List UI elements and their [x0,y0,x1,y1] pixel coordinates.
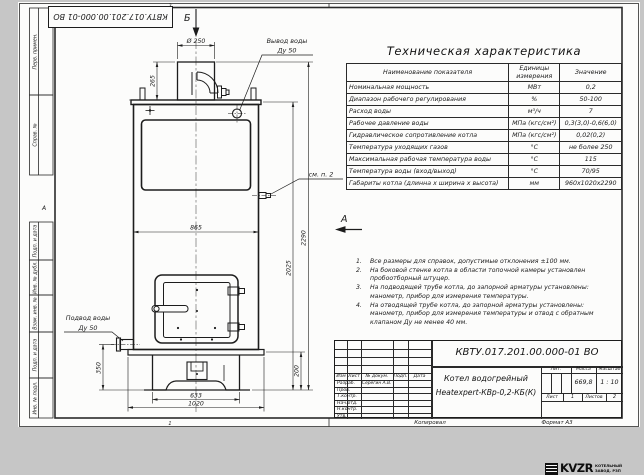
boiler-base [144,355,250,390]
table-row: Температура уходящих газов °С не более 250 [347,142,622,154]
svg-text:2290: 2290 [300,230,308,246]
grid-line [541,373,623,374]
role-approver: Утв. [337,413,347,419]
table-row: Рабочее давление воды МПа (кгс/см²) 0,3(3,0)-0,6(6,0) [347,118,622,130]
grid-line [335,357,431,358]
margin-graph-labels [33,33,39,414]
table-row: Диапазон рабочего регулирования % 50-100 [347,94,622,106]
outlet-label-1: Вывод воды [266,37,308,45]
drain-cross-marker [146,106,155,115]
role-ncontrol: Н.контр. [337,407,358,412]
note-item: 3. На подводящей трубе котла, до запорной арматуры установлены: манометр, прибор для измерения температуры. [356,284,589,300]
doc-number: КВТУ.017.201.00.000-01 ВО [455,347,599,358]
grid-line [335,413,431,414]
svg-text:265: 265 [149,75,157,87]
role-developer: Разраб. [337,381,356,386]
mass-label: Масса [576,367,591,372]
furnace-door [152,275,245,343]
svg-text:Инв. № дубл.: Инв. № дубл. [33,261,39,294]
view-b-arrow [184,9,199,37]
col-date: Дата [413,374,426,379]
top-stamp-number: КВТУ.017.201.00.000-01 ВО [53,12,168,21]
spec-header-unit: Единицы измерения [509,64,560,82]
developer-name: Серёгин А.В. [362,381,392,386]
svg-text:2025: 2025 [285,260,293,276]
view-a-arrow [335,214,362,233]
table-row: Габариты котла (длинна х ширина х высота) мм 960х1020х2290 [347,178,622,190]
table-row: Температура воды (вход/выход) °С 70/95 [347,166,622,178]
svg-text:Инв. № подл.: Инв. № подл. [33,381,39,415]
inlet-label-1: Подвод воды [65,314,111,322]
table-row: Гидравлическое сопротивление котла МПа (кгс/см²) 0,02(0,2) [347,130,622,142]
table-row: Расход воды м³/ч 7 [347,106,622,118]
sheets-label: Листов [585,394,603,400]
svg-text:1020: 1020 [188,400,204,408]
note-item: 2. На боковой стенке котла в области топочной камеры установлен пробоотборный штуцер. [356,266,586,283]
spec-table [346,63,622,190]
see-note-label: см. п. 2 [308,170,334,179]
view-b-label: Б [184,13,191,24]
scale-value: 1 : 10 [600,379,619,386]
note-item: 4. На отводящей трубе котла, до запорной арматуры установлены: манометр, прибор для измерения температуры и отвод с обратным клапаном Ду не менее 40 мм. [356,301,594,326]
notes-section [356,258,620,328]
zone-number-bottom: 1 [168,421,172,427]
product-name-line1: Котел водогрейный [444,374,528,383]
spec-section [346,44,622,190]
dim-2025 [263,102,298,390]
inlet-label-2: Ду 50 [78,324,98,332]
svg-text:Взам. инв. №: Взам. инв. № [33,297,39,330]
spec-header-value: Значение [560,64,622,82]
kvzr-logo-text: KVZR [560,461,594,475]
table-row: Максимальная рабочая температура воды °С 115 [347,154,622,166]
col-izm: Изм [336,374,346,379]
dim-265 [129,62,175,100]
role-checker: Пров. [337,387,351,393]
spec-header-name: Наименование показателя [347,64,509,82]
grid-line [335,365,431,366]
col-sign: Подп. [393,374,408,379]
table-row: Номинальная мощность МВт 0,2 [347,82,622,94]
format-label: Формат А3 [541,419,573,426]
outlet-label-2: Ду 50 [277,46,297,55]
copied-label: Копировал [414,419,446,426]
sampling-fitting [252,179,343,199]
svg-text:Перв. примен.: Перв. примен. [33,33,39,70]
lit-label: Лит. [550,367,562,372]
dim-865 [134,225,259,233]
margin-zone-marker: А [41,205,47,212]
mass-value: 669,8 [574,379,593,386]
sheet-number: 1 [570,394,575,400]
svg-text:350: 350 [95,362,103,374]
svg-text:200: 200 [293,365,301,377]
role-dept-head: Нач.отд. [337,400,358,406]
col-list: Лист [348,374,360,379]
svg-text:Подп. и дата: Подп. и дата [33,224,39,258]
spec-title: Техническая характеристика [386,44,582,58]
view-a-label: А [341,214,348,225]
kvzr-logo-icon [545,463,558,475]
svg-text:Ø 250: Ø 250 [186,38,206,45]
kvzr-logo-subtext: КОТЕЛЬНЫЙ ЗАВОД. РЗП [595,464,623,473]
inlet-callout [64,314,123,341]
door-handle [152,306,188,313]
door-bolts [177,289,216,341]
grid-line [561,373,562,393]
top-stamp [49,7,173,28]
sheet-label: Лист [546,394,558,400]
col-doc: № докум. [365,374,389,379]
svg-text:Справ. №: Справ. № [33,123,39,147]
product-name-line2: Heatexpert-КВр-0,2-КБ(К) [435,388,537,397]
spec-header-row [347,64,622,82]
dim-200 [266,352,305,390]
scale-label: Масштаб [598,367,621,372]
sheets-number: 2 [612,394,617,400]
svg-text:865: 865 [190,224,202,232]
svg-text:633: 633 [190,392,202,400]
flue-elbow [192,72,229,98]
role-tcontrol: Т.контр. [337,394,357,399]
grid-line [335,349,431,350]
svg-text:Подп. и дата: Подп. и дата [33,338,39,372]
dim-2290 [216,62,313,390]
grid-line [551,373,552,393]
note-item: 1. Все размеры для справок, допустимые отклонения ±100 мм. [356,258,571,265]
